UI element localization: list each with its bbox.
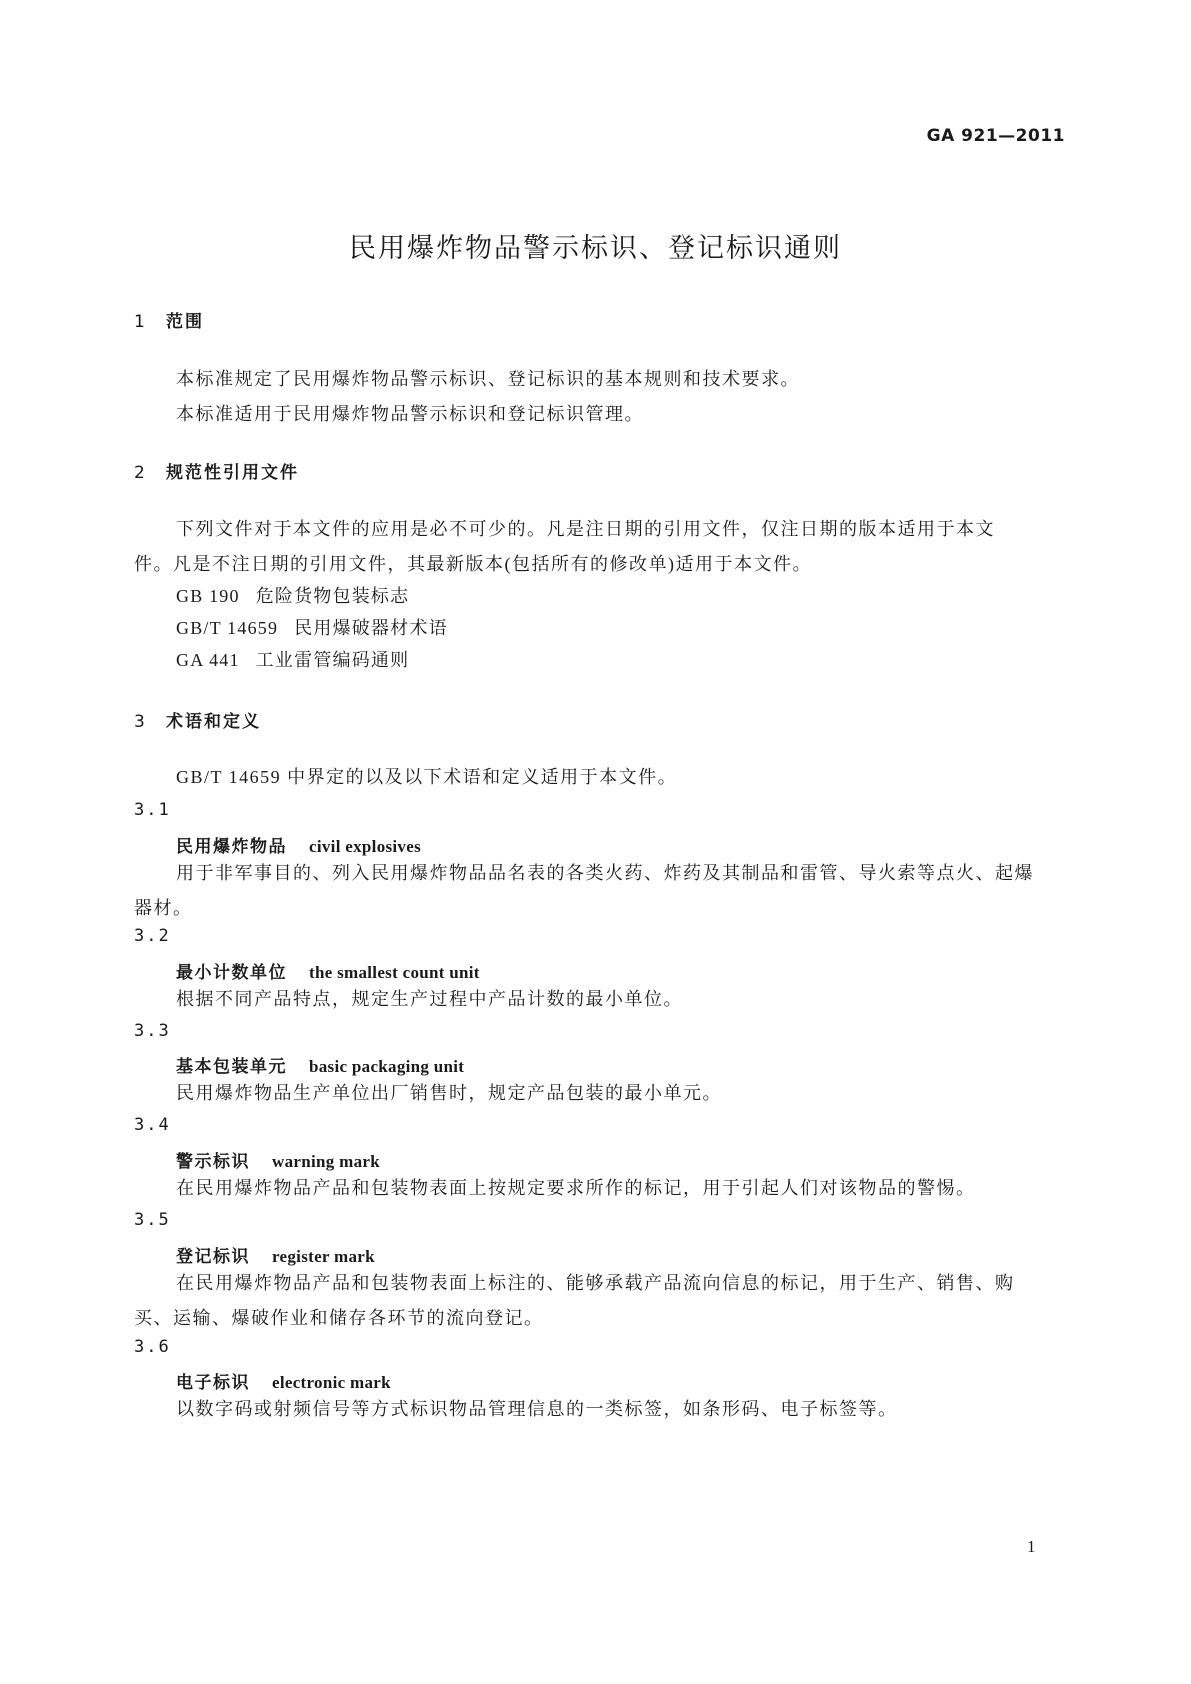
page-number: 1	[1027, 1537, 1036, 1556]
term-entry	[176, 1147, 380, 1172]
reference-item	[176, 646, 409, 672]
definition-line: 器材。	[134, 898, 193, 918]
reference-code: GB 190	[176, 586, 240, 606]
term-zh: 警示标识	[176, 1152, 250, 1172]
clause-number: 3.1	[134, 800, 171, 820]
document-title: 民用爆炸物品警示标识、登记标识通则	[349, 233, 842, 264]
definition-line: 民用爆炸物品生产单位出厂销售时，规定产品包装的最小单元。	[176, 1083, 722, 1103]
section-number: 3	[134, 712, 147, 732]
reference-code: GB/T 14659	[176, 618, 279, 638]
term-en: warning mark	[272, 1152, 380, 1171]
paragraph-line: 本标准规定了民用爆炸物品警示标识、登记标识的基本规则和技术要求。	[176, 369, 800, 389]
term-entry	[176, 1052, 464, 1077]
scope-paragraphs	[134, 362, 1058, 432]
term-zh: 电子标识	[176, 1373, 250, 1393]
section-heading-scope	[134, 307, 204, 332]
section-title: 规范性引用文件	[166, 463, 299, 483]
term-en: civil explosives	[309, 837, 421, 856]
standard-code: GA 921—2011	[926, 126, 1065, 146]
reference-title: 工业雷管编码通则	[255, 650, 410, 670]
section-heading-terms	[134, 707, 261, 732]
reference-item	[176, 614, 448, 640]
term-en: register mark	[272, 1247, 375, 1266]
term-entry	[176, 832, 421, 857]
definition-line: 在民用爆炸物品产品和包装物表面上按规定要求所作的标记，用于引起人们对该物品的警惕。	[176, 1178, 976, 1198]
section-number: 1	[134, 312, 147, 332]
term-zh: 登记标识	[176, 1247, 250, 1267]
section-number: 2	[134, 463, 147, 483]
references-intro	[134, 512, 1058, 582]
paragraph-line: 件。凡是不注日期的引用文件，其最新版本(包括所有的修改单)适用于本文件。	[134, 554, 812, 574]
term-entry	[176, 958, 480, 983]
reference-code: GA 441	[176, 650, 240, 670]
definition-line: 根据不同产品特点，规定生产过程中产品计数的最小单位。	[176, 989, 683, 1009]
clause-number: 3.6	[134, 1337, 171, 1357]
term-en: basic packaging unit	[309, 1057, 465, 1076]
clause-number: 3.3	[134, 1021, 171, 1041]
paragraph-line: GB/T 14659 中界定的以及以下术语和定义适用于本文件。	[176, 767, 678, 787]
term-definition	[134, 1076, 1058, 1111]
terms-intro	[134, 760, 1058, 795]
term-zh: 民用爆炸物品	[176, 837, 287, 857]
reference-title: 民用爆破器材术语	[294, 618, 448, 638]
definition-line: 以数字码或射频信号等方式标识物品管理信息的一类标签，如条形码、电子标签等。	[176, 1399, 898, 1419]
definition-line: 在民用爆炸物品产品和包装物表面上标注的、能够承载产品流向信息的标记，用于生产、销售、购	[176, 1273, 1015, 1293]
clause-number: 3.4	[134, 1115, 171, 1135]
clause-number: 3.5	[134, 1210, 171, 1230]
term-definition	[134, 1392, 1058, 1427]
term-definition	[134, 1266, 1058, 1336]
term-definition	[134, 1171, 1058, 1206]
definition-line: 用于非军事目的、列入民用爆炸物品品名表的各类火药、炸药及其制品和雷管、导火索等点火、起爆	[176, 863, 1034, 883]
term-entry	[176, 1368, 391, 1393]
section-title: 术语和定义	[166, 712, 261, 732]
section-heading-normative-references	[134, 458, 299, 483]
paragraph-line: 本标准适用于民用爆炸物品警示标识和登记标识管理。	[176, 404, 644, 424]
clause-number: 3.2	[134, 926, 171, 946]
term-zh: 基本包装单元	[176, 1057, 287, 1077]
reference-title: 危险货物包装标志	[255, 586, 410, 606]
section-title: 范围	[166, 312, 204, 332]
term-en: electronic mark	[272, 1373, 391, 1392]
term-definition	[134, 856, 1058, 926]
term-en: the smallest count unit	[309, 963, 480, 982]
paragraph-line: 下列文件对于本文件的应用是必不可少的。凡是注日期的引用文件，仅注日期的版本适用于本文	[176, 519, 995, 539]
definition-line: 买、运输、爆破作业和储存各环节的流向登记。	[134, 1308, 544, 1328]
term-definition	[134, 982, 1058, 1017]
reference-item	[176, 582, 409, 608]
term-zh: 最小计数单位	[176, 963, 287, 983]
term-entry	[176, 1242, 375, 1267]
